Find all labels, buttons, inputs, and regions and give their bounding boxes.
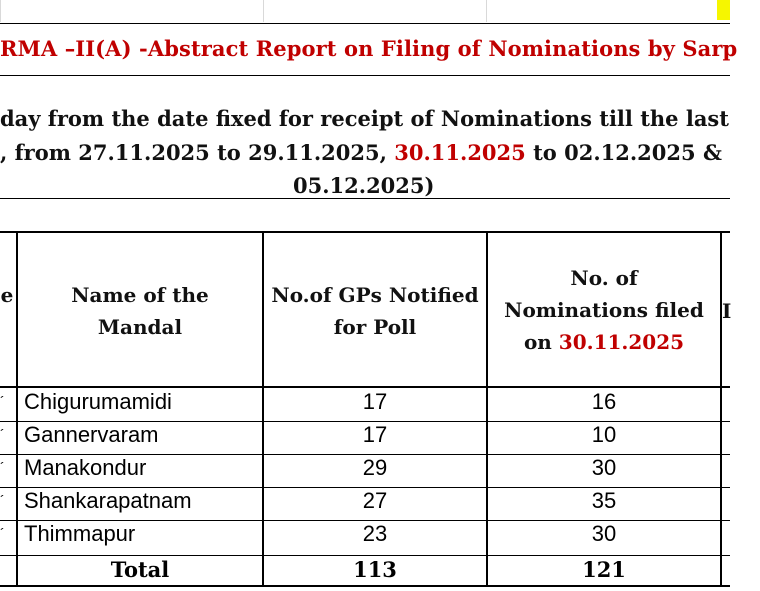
subtitle-segment: , from 27.11.2025 to 29.11.2025, (0, 140, 395, 165)
border-line (0, 198, 730, 199)
mandal-name-cell: Shankarapatnam (24, 488, 192, 513)
header-line (488, 326, 720, 358)
table-top-border (0, 231, 730, 233)
table-bottom-border (0, 585, 730, 587)
header-line: Nominations filed (504, 298, 704, 322)
report-subtitle-line3: 05.12.2025) (293, 173, 435, 198)
header-line: No.of GPs Notified (271, 283, 479, 307)
column-header-cut-right: I (722, 299, 732, 323)
report-subtitle-line1: day from the date fixed for receipt of Nominations till the last (0, 106, 729, 131)
row-marker: ´ (0, 393, 5, 409)
report-subtitle-line2 (0, 140, 722, 165)
column-header-nominations (488, 262, 720, 358)
table-row-border (0, 555, 730, 556)
header-line: Mandal (97, 315, 183, 339)
highlight-cell (717, 0, 730, 20)
row-marker: ´ (0, 426, 5, 442)
total-gps: 113 (353, 557, 397, 582)
header-segment: on (523, 330, 559, 354)
header-highlight-date: 30.11.2025 (558, 330, 685, 354)
gps-count-cell: 23 (362, 521, 388, 546)
border-line (0, 75, 730, 76)
grid-line (486, 0, 487, 22)
column-header-cut: e (0, 283, 14, 307)
grid-line (0, 0, 1, 22)
header-line: No. of (570, 266, 638, 290)
nominations-count-cell: 16 (591, 389, 617, 414)
table-header-border (0, 386, 730, 388)
column-header-mandal (18, 279, 262, 343)
nominations-count-cell: 30 (591, 521, 617, 546)
mandal-name-cell: Chigurumamidi (24, 389, 172, 414)
nominations-count-cell: 35 (591, 488, 617, 513)
grid-line (263, 0, 264, 22)
subtitle-segment: to 02.12.2025 & (525, 140, 722, 165)
subtitle-highlight-date: 30.11.2025 (394, 140, 526, 165)
total-label: Total (110, 557, 170, 582)
column-header-gps (264, 279, 486, 343)
report-title: RMA –II(A) -Abstract Report on Filing of Nominations by Sarp (0, 36, 738, 61)
mandal-name-cell: Thimmapur (24, 521, 136, 546)
border-line (0, 23, 730, 24)
row-marker: ´ (0, 492, 5, 508)
mandal-name-cell: Gannervaram (24, 422, 159, 447)
nominations-count-cell: 10 (591, 422, 617, 447)
gps-count-cell: 17 (362, 422, 388, 447)
mandal-name-cell: Manakondur (24, 455, 147, 480)
nominations-count-cell: 30 (591, 455, 617, 480)
header-line: Name of the (71, 283, 209, 307)
total-nominations: 121 (582, 557, 626, 582)
gps-count-cell: 17 (362, 389, 388, 414)
table-col-border (720, 231, 722, 587)
gps-count-cell: 27 (362, 488, 388, 513)
row-marker: ´ (0, 525, 5, 541)
gps-count-cell: 29 (362, 455, 388, 480)
header-line: for Poll (333, 315, 417, 339)
row-marker: ´ (0, 459, 5, 475)
